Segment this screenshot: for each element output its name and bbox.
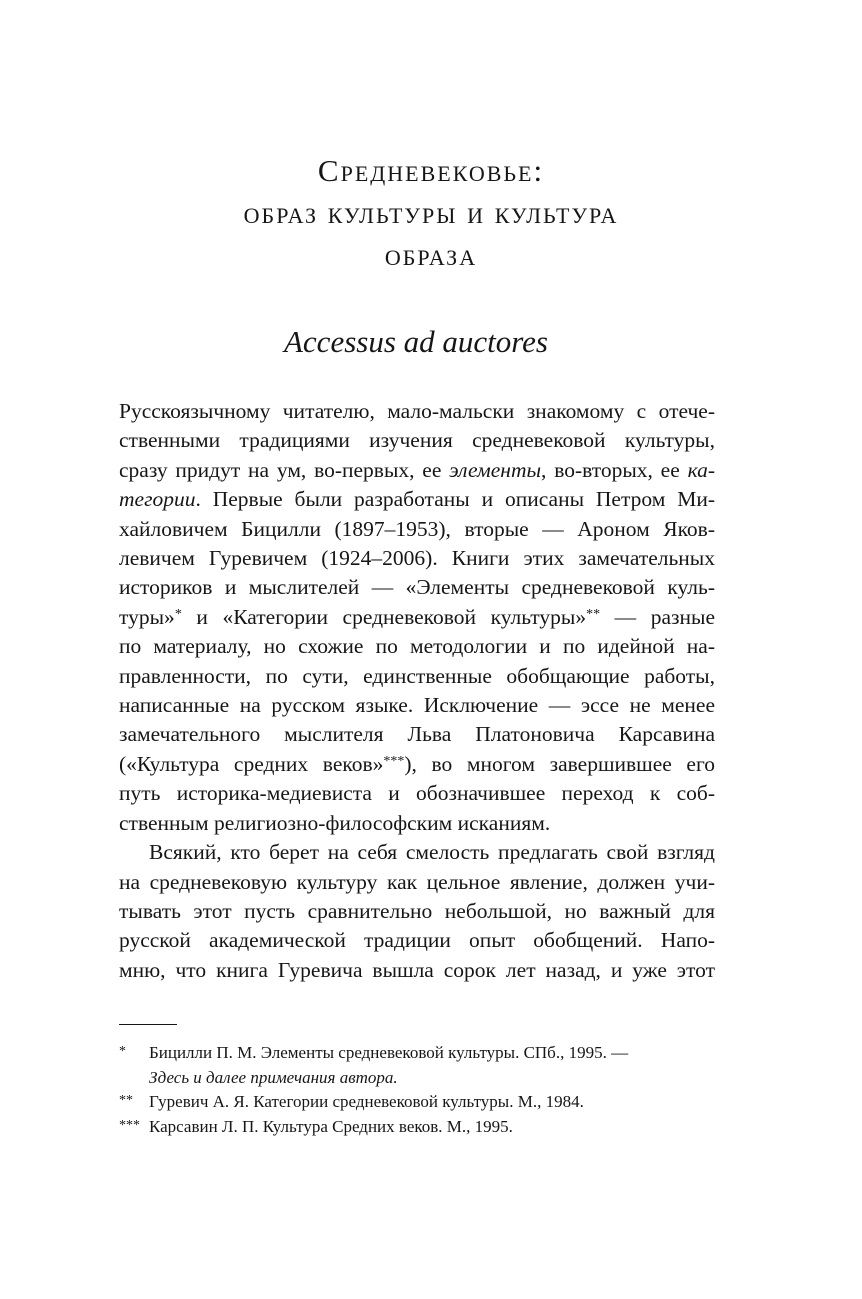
- section-title: Accessus ad auctores: [283, 324, 548, 359]
- chapter-title-line-1: Средневековье:: [317, 153, 545, 188]
- footnotes: [119, 1041, 719, 1139]
- body-line: мню, что книга Гуревича вышла сорок лет назад, и уже этот: [119, 957, 715, 982]
- footnote-mark: ***: [119, 1117, 140, 1133]
- body-text: [119, 397, 715, 985]
- body-line: левичем Гуревичем (1924–2006). Книги этих замечательных: [119, 546, 715, 571]
- footnote-3: [119, 1115, 719, 1140]
- footnote-2: [119, 1090, 719, 1115]
- chapter-title-line-3: образа: [384, 237, 478, 272]
- body-line: правленности, по сути, единственные обобщающие работы,: [119, 663, 715, 688]
- footnote-mark: **: [119, 1093, 133, 1109]
- footnote-divider: [119, 1024, 177, 1025]
- body-line: русской академической традиции опыт обобщений. Напо-: [119, 928, 715, 953]
- footnote-mark: *: [119, 1044, 126, 1059]
- body-line: по материалу, но схожие по методологии и по идейной на-: [119, 634, 715, 659]
- body-line: тегории. Первые были разработаны и описаны Петром Ми-: [119, 487, 715, 512]
- footnote-text: Бицилли П. М. Элементы средневековой культуры. СПб., 1995. —: [149, 1043, 629, 1062]
- footnote-ref-2: **: [586, 606, 601, 622]
- body-line: Русскоязычному читателю, мало-мальски знакомому с отече-: [119, 399, 715, 423]
- body-line: хайловичем Бицилли (1897–1953), вторые — Ароном Яков-: [119, 516, 715, 541]
- body-line: ственным религиозно-философским исканиям.: [119, 810, 551, 835]
- footnote-text: Карсавин Л. П. Культура Средних веков. М., 1995.: [149, 1116, 513, 1136]
- body-line: на средневековую культуру как цельное явление, должен учи-: [119, 869, 715, 894]
- italic-term-elements: элементы: [449, 457, 542, 482]
- footnote-ref-1: *: [174, 606, 182, 622]
- body-line: написанные на русском языке. Исключение — эссе не менее: [119, 693, 715, 718]
- body-line: сразу придут на ум, во-первых, ее элементы, во-вторых, ее ка-: [119, 457, 715, 482]
- body-line: («Культура средних веков»***), во многом завершившее его: [119, 751, 715, 776]
- body-line: историков и мыслителей — «Элементы средневековой куль-: [119, 575, 715, 600]
- body-line: тывать этот пусть сравнительно небольшой, но важный для: [119, 898, 715, 923]
- chapter-title-line-2: образ культуры и культура: [243, 195, 619, 230]
- body-line: туры»* и «Категории средневековой культуры»** — разные: [119, 604, 715, 629]
- footnote-ref-3: ***: [383, 753, 405, 769]
- footnote-1: [119, 1041, 719, 1090]
- italic-term-categories: тегории: [119, 487, 196, 512]
- footnote-text: Гуревич А. Я. Категории средневековой культуры. М., 1984.: [149, 1092, 584, 1112]
- footnote-author-note: Здесь и далее примечания автора.: [149, 1067, 398, 1087]
- body-line: ственными традициями изучения средневековой культуры,: [119, 428, 715, 453]
- body-line: Всякий, кто берет на себя смелость предлагать свой взгляд: [149, 840, 715, 865]
- body-line: замечательного мыслителя Льва Платоновича Карсавина: [119, 722, 715, 747]
- chapter-title: [0, 150, 862, 276]
- body-line: путь историка-медиевиста и обозначившее переход к соб-: [119, 781, 715, 806]
